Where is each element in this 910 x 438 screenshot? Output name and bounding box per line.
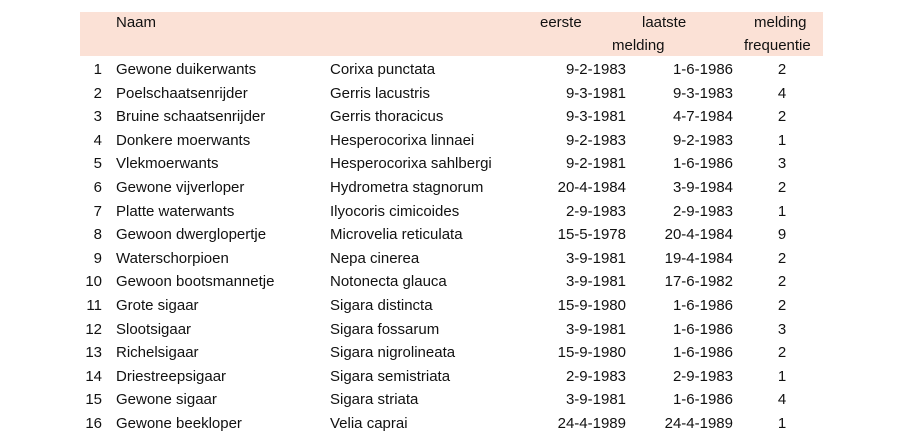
scientific-name: Gerris lacustris (330, 84, 431, 102)
report-frequency: 2 (777, 178, 787, 196)
row-number: 8 (93, 226, 102, 244)
first-report-date: 9-2-1983 (565, 61, 626, 78)
last-report-date: 2-9-1983 (672, 367, 733, 385)
first-report-date: 24-4-1989 (557, 414, 626, 432)
common-name: Gewoon bootsmannetje (116, 273, 275, 291)
scientific-name: Hesperocorixa linnaei (330, 131, 475, 149)
report-frequency: 1 (777, 131, 787, 149)
table-row (0, 202, 910, 226)
header-last: laatste (642, 14, 687, 31)
last-report-date: 19-4-1984 (664, 249, 733, 267)
last-report-date: 9-3-1983 (672, 84, 733, 102)
table-row (0, 367, 910, 391)
common-name: Gewoon dwerglopertje (116, 226, 267, 244)
row-number: 11 (86, 296, 102, 314)
scientific-name: Microvelia reticulata (330, 226, 463, 244)
last-report-date: 4-7-1984 (672, 108, 733, 126)
row-number: 13 (85, 344, 102, 362)
common-name: Gewone beekloper (116, 414, 242, 432)
table-row (0, 154, 910, 178)
header-melding-bottom: melding (612, 37, 665, 54)
first-report-date: 20-4-1984 (557, 178, 626, 196)
scientific-name: Sigara striata (330, 391, 419, 409)
common-name: Waterschorpioen (116, 249, 229, 267)
row-number: 14 (85, 367, 102, 385)
common-name: Gewone vijverloper (116, 178, 245, 196)
table-header (80, 12, 823, 56)
row-number: 5 (93, 155, 102, 173)
row-number: 6 (93, 178, 102, 196)
first-report-date: 9-3-1981 (565, 84, 626, 102)
report-frequency: 1 (777, 414, 787, 432)
first-report-date: 3-9-1981 (565, 249, 626, 267)
report-frequency: 2 (777, 344, 787, 362)
row-number: 2 (93, 84, 102, 102)
common-name: Platte waterwants (116, 202, 235, 220)
table-row (0, 414, 910, 438)
first-report-date: 15-5-1978 (557, 226, 626, 244)
first-report-date: 9-2-1981 (565, 155, 626, 173)
table-row (0, 225, 910, 249)
report-frequency: 3 (777, 320, 787, 338)
scientific-name: Sigara nigrolineata (330, 344, 456, 362)
report-frequency: 1 (777, 202, 787, 220)
table-row (0, 60, 910, 84)
report-frequency: 4 (777, 84, 787, 102)
row-number: 7 (93, 202, 102, 220)
scientific-name: Nepa cinerea (330, 249, 420, 267)
row-number: 12 (85, 320, 102, 338)
scientific-name: Velia caprai (330, 414, 408, 432)
scientific-name: Hesperocorixa sahlbergi (330, 155, 492, 173)
last-report-date: 1-6-1986 (672, 155, 733, 173)
table-row (0, 249, 910, 273)
scientific-name: Sigara semistriata (330, 367, 451, 385)
scientific-name: Gerris thoracicus (330, 108, 444, 126)
table-row (0, 178, 910, 202)
last-report-date: 1-6-1986 (672, 296, 733, 314)
last-report-date: 3-9-1984 (672, 178, 733, 196)
table-row (0, 296, 910, 320)
row-number: 3 (93, 108, 102, 126)
report-frequency: 2 (777, 108, 787, 126)
row-number: 15 (85, 391, 102, 409)
header-melding-top: melding (754, 14, 807, 31)
common-name: Richelsigaar (116, 344, 199, 362)
first-report-date: 15-9-1980 (557, 344, 626, 362)
scientific-name: Notonecta glauca (330, 273, 447, 291)
common-name: Poelschaatsenrijder (116, 84, 248, 102)
common-name: Bruine schaatsenrijder (116, 108, 266, 126)
scientific-name: Hydrometra stagnorum (330, 178, 484, 196)
common-name: Slootsigaar (116, 320, 192, 338)
report-frequency: 2 (777, 273, 787, 291)
report-frequency: 1 (777, 367, 787, 385)
row-number: 1 (93, 61, 102, 78)
header-name: Naam (116, 14, 157, 31)
last-report-date: 1-6-1986 (672, 391, 733, 409)
first-report-date: 2-9-1983 (565, 367, 626, 385)
report-frequency: 2 (777, 61, 787, 78)
header-first: eerste (540, 14, 582, 31)
report-frequency: 3 (777, 155, 787, 173)
row-number: 9 (93, 249, 102, 267)
last-report-date: 2-9-1983 (672, 202, 733, 220)
first-report-date: 9-2-1983 (565, 131, 626, 149)
row-number: 10 (85, 273, 102, 291)
common-name: Grote sigaar (116, 296, 199, 314)
table-row (0, 107, 910, 131)
report-frequency: 2 (777, 296, 787, 314)
scientific-name: Sigara fossarum (330, 320, 440, 338)
common-name: Gewone sigaar (116, 391, 217, 409)
first-report-date: 3-9-1981 (565, 273, 626, 291)
table-row (0, 390, 910, 414)
header-frequency: frequentie (744, 37, 811, 54)
table-row (0, 131, 910, 155)
last-report-date: 1-6-1986 (672, 344, 733, 362)
row-number: 16 (85, 414, 102, 432)
first-report-date: 2-9-1983 (565, 202, 626, 220)
scientific-name: Ilyocoris cimicoides (330, 202, 460, 220)
report-frequency: 9 (777, 226, 787, 244)
common-name: Gewone duikerwants (116, 61, 257, 78)
last-report-date: 24-4-1989 (664, 414, 733, 432)
species-table (0, 60, 910, 438)
report-frequency: 2 (777, 249, 787, 267)
first-report-date: 15-9-1980 (557, 296, 626, 314)
last-report-date: 20-4-1984 (664, 226, 733, 244)
first-report-date: 3-9-1981 (565, 391, 626, 409)
last-report-date: 1-6-1986 (672, 61, 733, 78)
table-row (0, 272, 910, 296)
last-report-date: 17-6-1982 (664, 273, 733, 291)
scientific-name: Sigara distincta (330, 296, 433, 314)
row-number: 4 (93, 131, 102, 149)
first-report-date: 3-9-1981 (565, 320, 626, 338)
table-row (0, 320, 910, 344)
common-name: Driestreepsigaar (116, 367, 227, 385)
common-name: Vlekmoerwants (116, 155, 219, 173)
scientific-name: Corixa punctata (330, 61, 436, 78)
table-row (0, 343, 910, 367)
first-report-date: 9-3-1981 (565, 108, 626, 126)
last-report-date: 9-2-1983 (672, 131, 733, 149)
report-frequency: 4 (777, 391, 787, 409)
common-name: Donkere moerwants (116, 131, 251, 149)
table-row (0, 84, 910, 108)
last-report-date: 1-6-1986 (672, 320, 733, 338)
